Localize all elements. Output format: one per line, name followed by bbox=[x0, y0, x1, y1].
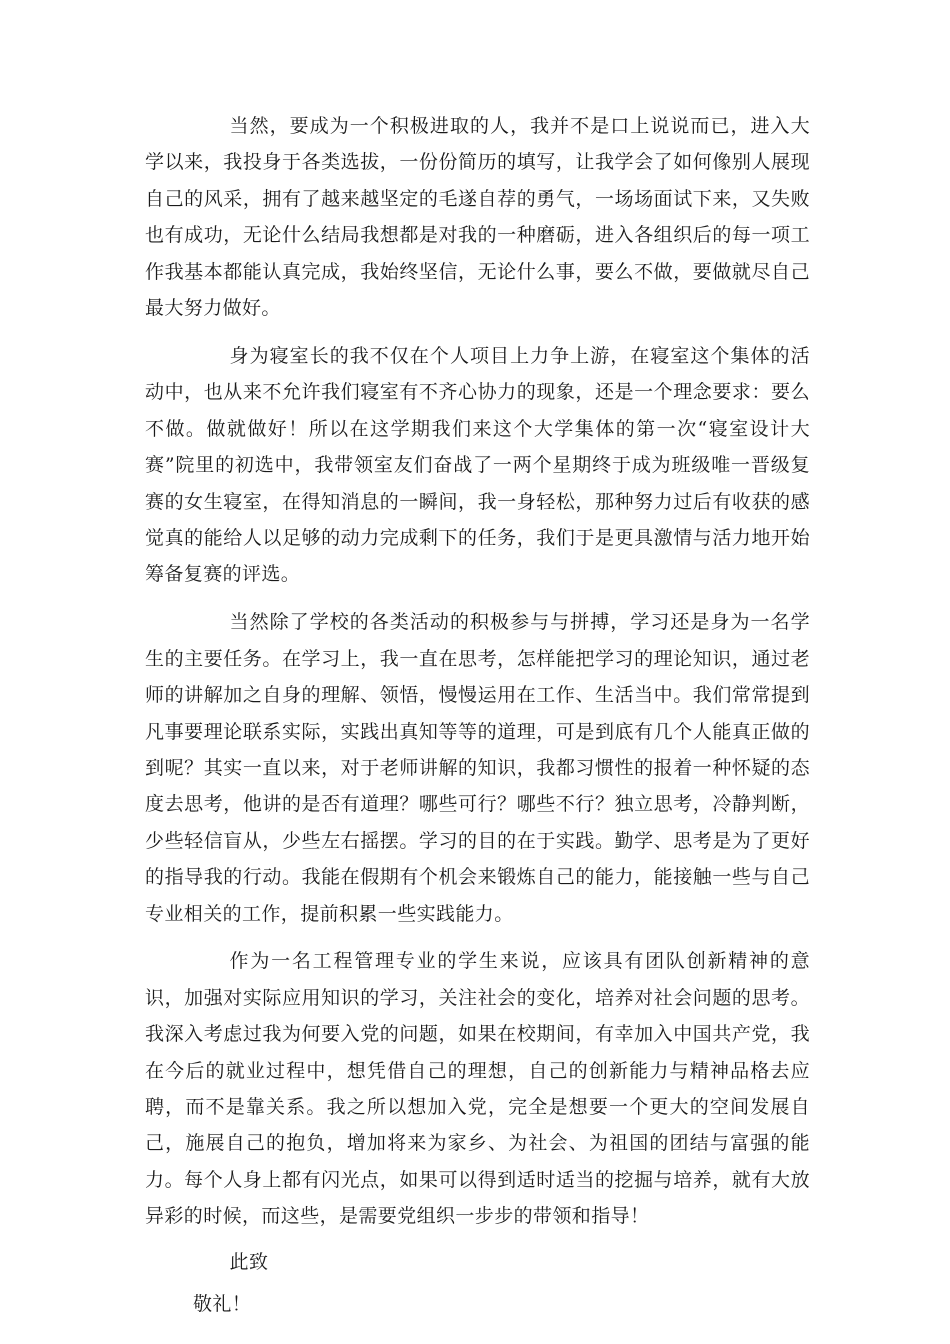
paragraph-party-motivation: 作为一名工程管理专业的学生来说，应该具有团队创新精神的意识，加强对实际应用知识的学习，关注社会的变化，培养对社会问题的思考。我深入考虑过我为何要入党的问题，如果在校期间，有幸加入中国共产党，我在今后的就业过程中，想凭借自己的理想，自己的创新能力与精神品格去应聘，而不是靠关系。我之所以想加入党，完全是想要一个更大的空间发展自己，施展自己的抱负，增加将来为家乡、为社会、为祖国的团结与富强的能力。每个人身上都有闪光点，如果可以得到适时适当的挖掘与培养，就有大放异彩的时候，而这些，是需要党组织一步步的带领和指导！ bbox=[145, 950, 810, 1228]
paragraph-self-recommendation: 当然，要成为一个积极进取的人，我并不是口上说说而已，进入大学以来，我投身于各类选拔，一份份简历的填写，让我学会了如何像别人展现自己的风采，拥有了越来越坚定的毛遂自荐的勇气，一场场面试下来，又失败也有成功，无论什么结局我想都是对我的一种磨砺，进入各组织后的每一项工作我基本都能认真完成，我始终坚信，无论什么事，要么不做，要做就尽自己最大努力做好。 bbox=[145, 115, 810, 320]
letter-body bbox=[145, 108, 810, 1323]
salutation-line: 敬礼！ bbox=[193, 1293, 252, 1316]
paragraph-dorm-leader: 身为寝室长的我不仅在个人项目上力争上游，在寝室这个集体的活动中，也从来不允许我们寝室有不齐心协力的现象，还是一个理念要求：要么不做。做就做好！所以在这学期我们来这个大学集体的第一次“寝室设计大赛”院里的初选中，我带领室友们奋战了一两个星期终于成为班级唯一晋级复赛的女生寝室，在得知消息的一瞬间，我一身轻松，那种努力过后有收获的感觉真的能给人以足够的动力完成剩下的任务，我们于是更具激情与活力地开始筹备复赛的评选。 bbox=[145, 344, 810, 586]
closing-line: 此致 bbox=[229, 1250, 269, 1273]
paragraph-study: 当然除了学校的各类活动的积极参与与拼搏，学习还是身为一名学生的主要任务。在学习上，我一直在思考，怎样能把学习的理论知识，通过老师的讲解加之自身的理解、领悟，慢慢运用在工作、生活当中。我们常常提到凡事要理论联系实际，实践出真知等等的道理，可是到底有几个人能真正做的到呢？其实一直以来，对于老师讲解的知识，我都习惯性的报着一种怀疑的态度去思考，他讲的是否有道理？哪些可行？哪些不行？独立思考，冷静判断，少些轻信盲从，少些左右摇摆。学习的目的在于实践。勤学、思考是为了更好的指导我的行动。我能在假期有个机会来锻炼自己的能力，能接触一些与自己专业相关的工作，提前积累一些实践能力。 bbox=[145, 611, 810, 925]
